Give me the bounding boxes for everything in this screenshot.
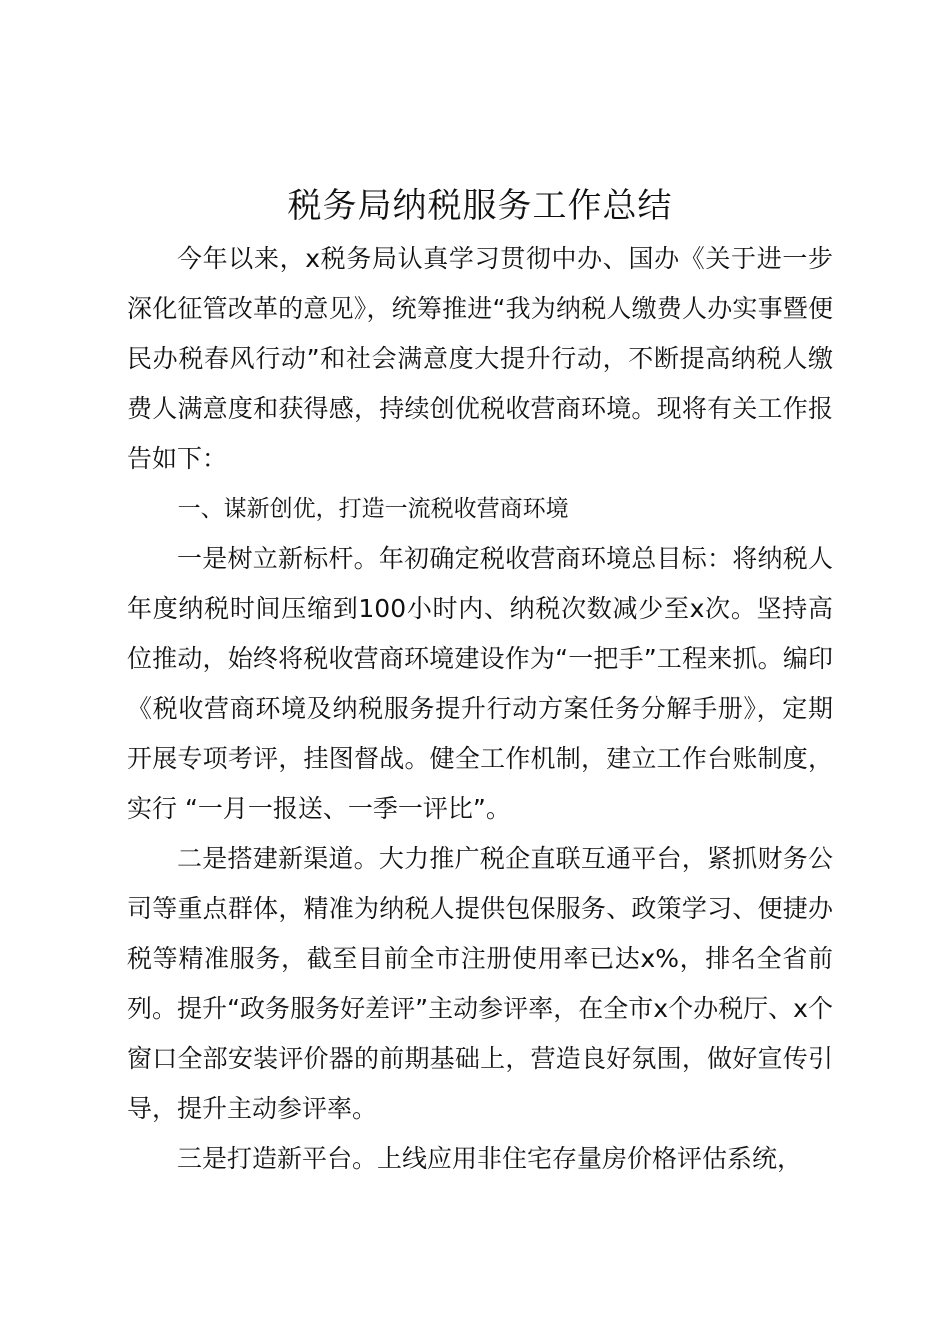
paragraph-new-benchmark: 一是树立新标杆。年初确定税收营商环境总目标：将纳税人年度纳税时间压缩到100小时内、纳税次数减少至x次。坚持高位推动，始终将税收营商环境建设作为“一把手”工程来抓。编印《税收营商环境及纳税服务提升行动方案任务分解手册》，定期开展专项考评，挂图督战。健全工作机制，建立工作台账制度，实行 “一月一报送、一季一评比”。 xyxy=(127,544,833,823)
paragraph-new-channel: 二是搭建新渠道。大力推广税企直联互通平台，紧抓财务公司等重点群体，精准为纳税人提供包保服务、政策学习、便捷办税等精准服务，截至目前全市注册使用率已达x%，排名全省前列。提升“政务服务好差评”主动参评率，在全市x个办税厅、x个窗口全部安装评价器的前期基础上，营造良好氛围，做好宣传引导，提升主动参评率。 xyxy=(127,844,833,1123)
document-title: 税务局纳税服务工作总结 xyxy=(287,186,673,226)
intro-paragraph: 今年以来，x税务局认真学习贯彻中办、国办《关于进一步深化征管改革的意见》，统筹推进“我为纳税人缴费人办实事暨便民办税春风行动”和社会满意度大提升行动，不断提高纳税人缴费人满意度和获得感，持续创优税收营商环境。现将有关工作报告如下： xyxy=(127,244,833,473)
section-heading: 一、谋新创优，打造一流税收营商环境 xyxy=(177,496,569,522)
paragraph-new-platform: 三是打造新平台。上线应用非住宅存量房价格评估系统， xyxy=(177,1144,803,1173)
document-body xyxy=(127,178,833,1184)
